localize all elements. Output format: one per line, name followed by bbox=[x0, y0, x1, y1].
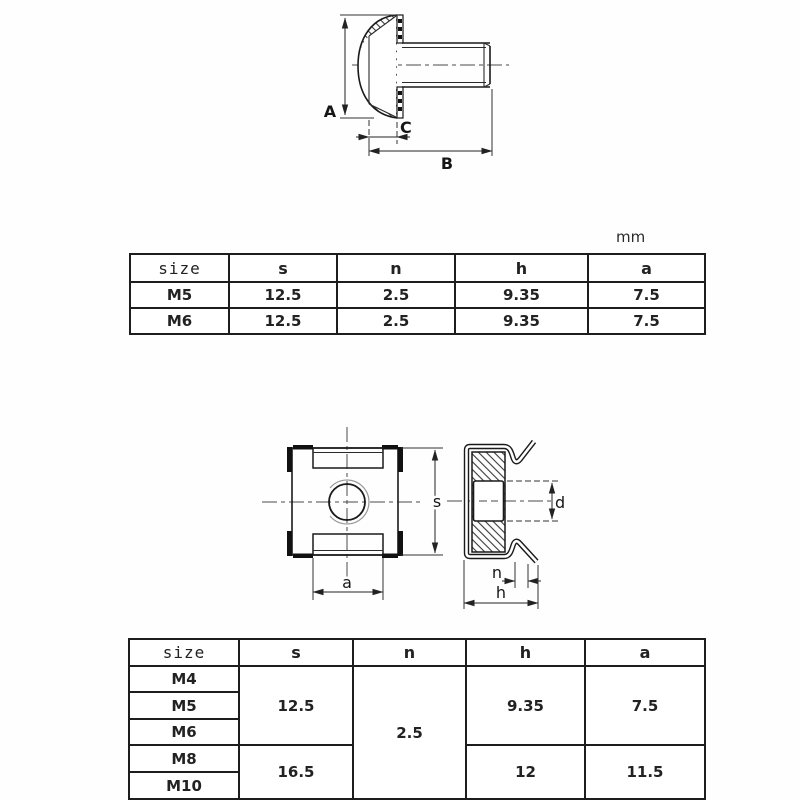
table-cell: 12.5 bbox=[239, 666, 353, 745]
table-cell: 12.5 bbox=[229, 282, 337, 308]
table2-header-h: h bbox=[466, 639, 585, 666]
dim-label-a: a bbox=[342, 573, 352, 592]
nut-hole bbox=[474, 481, 504, 521]
dimension-a bbox=[313, 558, 383, 600]
cage-nut-front-view bbox=[262, 427, 443, 600]
table-cell: M6 bbox=[129, 719, 239, 745]
dim-label-h: h bbox=[495, 583, 507, 602]
table-cell: 16.5 bbox=[239, 745, 353, 799]
dim-label-A: A bbox=[323, 102, 337, 121]
table2-header-s: s bbox=[239, 639, 353, 666]
dim-label-C: C bbox=[400, 118, 412, 137]
table-cell: 7.5 bbox=[588, 308, 705, 334]
bottom-wing bbox=[313, 534, 383, 555]
table-cell: 2.5 bbox=[353, 666, 466, 799]
table-cell: M10 bbox=[129, 772, 239, 799]
screw-spec-table bbox=[129, 253, 706, 335]
table-cell: M5 bbox=[130, 282, 229, 308]
table2-header-a: a bbox=[585, 639, 705, 666]
table-cell: 12 bbox=[466, 745, 585, 799]
table2-row-m4 bbox=[129, 666, 705, 692]
table1-header-a: a bbox=[588, 254, 705, 282]
table1-header-n: n bbox=[337, 254, 455, 282]
table-cell: 9.35 bbox=[466, 666, 585, 745]
dim-label-s: s bbox=[432, 492, 442, 511]
table-cell: 9.35 bbox=[455, 282, 588, 308]
table1-header-h: h bbox=[455, 254, 588, 282]
table2-header-n: n bbox=[353, 639, 466, 666]
table-cell: 7.5 bbox=[588, 282, 705, 308]
table-cell: 2.5 bbox=[337, 282, 455, 308]
screw-drawing bbox=[324, 15, 509, 173]
table-cell: 7.5 bbox=[585, 666, 705, 745]
dim-label-B: B bbox=[440, 154, 454, 173]
cage-nut-side-view bbox=[447, 442, 565, 610]
cage-nut-spec-table bbox=[128, 638, 706, 800]
table1-header-size: size bbox=[130, 254, 229, 282]
dim-label-d: d bbox=[555, 493, 566, 512]
top-wing bbox=[313, 448, 383, 468]
table-cell: 9.35 bbox=[455, 308, 588, 334]
table-cell: M5 bbox=[129, 692, 239, 719]
table-cell: 11.5 bbox=[585, 745, 705, 799]
table1-row-m6 bbox=[130, 308, 705, 334]
table-cell: 2.5 bbox=[337, 308, 455, 334]
dimension-C bbox=[356, 118, 412, 144]
dim-label-n: n bbox=[491, 563, 503, 582]
table1-header-s: s bbox=[229, 254, 337, 282]
table-cell: 12.5 bbox=[229, 308, 337, 334]
table2-header-size: size bbox=[129, 639, 239, 666]
table2-header-row bbox=[129, 639, 705, 666]
table1-header-row bbox=[130, 254, 705, 282]
unit-label: mm bbox=[616, 228, 646, 246]
table-cell: M4 bbox=[129, 666, 239, 692]
table-cell: M6 bbox=[130, 308, 229, 334]
table-cell: M8 bbox=[129, 745, 239, 772]
table1-row-m5 bbox=[130, 282, 705, 308]
